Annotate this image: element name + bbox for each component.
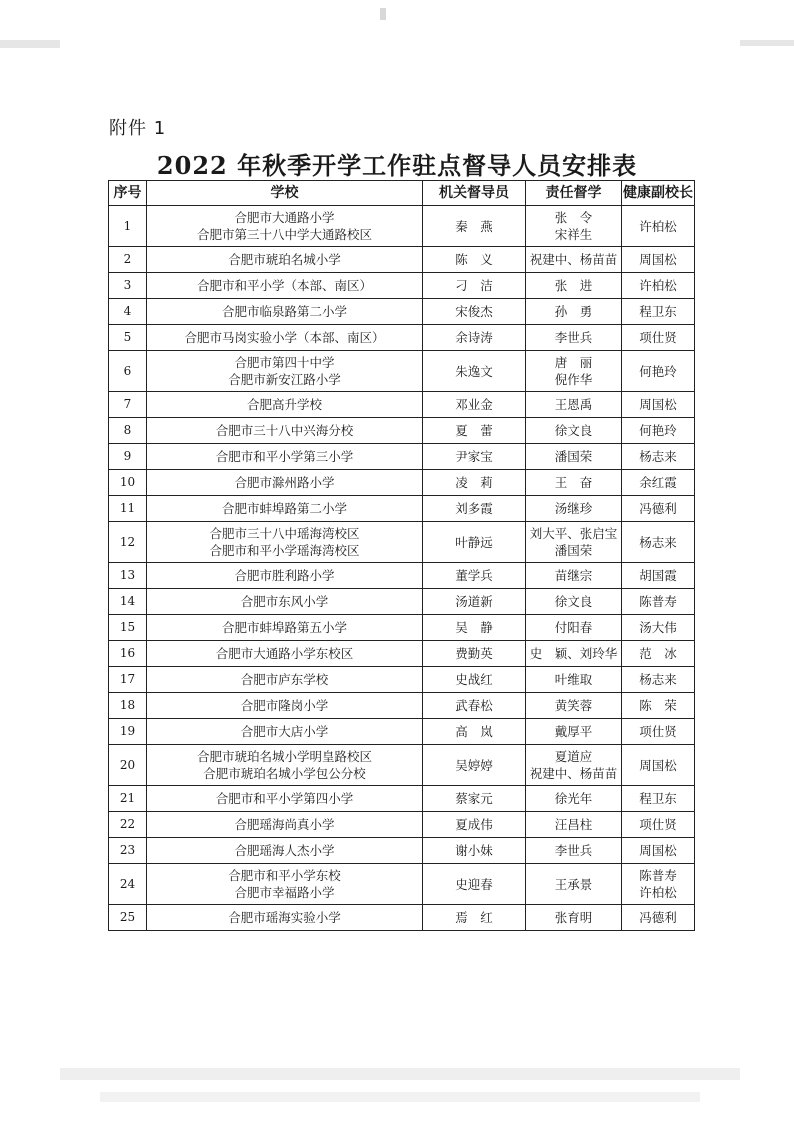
vice-principal-cell (622, 786, 695, 812)
attachment-label: 附件 1 (109, 118, 167, 139)
inspector-cell (423, 719, 526, 745)
supervisor-cell (526, 470, 622, 496)
vice-principal-line: 项仕贤 (639, 724, 677, 739)
vice-principal-line: 许柏松 (639, 218, 677, 234)
table-row (109, 496, 695, 522)
supervisor-cell (526, 325, 622, 351)
school-line: 合肥市大通路小学东校区 (215, 646, 354, 661)
table-row (109, 786, 695, 812)
vice-principal-line: 周国松 (639, 397, 677, 412)
supervisor-line: 苗继宗 (554, 568, 593, 583)
inspector-cell (423, 206, 526, 247)
table-row (109, 641, 695, 667)
vice-principal-line: 冯德利 (639, 501, 677, 516)
seq-cell: 1 (109, 206, 147, 247)
school-cell (147, 864, 423, 905)
school-line: 合肥市琥珀名城小学 (228, 252, 341, 267)
vice-principal-line: 项仕贤 (639, 817, 677, 832)
school-line: 合肥市第三十八中学大通路校区 (196, 227, 372, 242)
vice-principal-cell (622, 325, 695, 351)
inspector-cell (423, 563, 526, 589)
school-cell (147, 392, 423, 418)
supervisor-cell (526, 563, 622, 589)
supervisor-cell (526, 206, 622, 247)
vice-principal-cell (622, 812, 695, 838)
inspector-cell (423, 351, 526, 392)
school-line: 合肥市和平小学第四小学 (215, 791, 354, 806)
school-line: 合肥市东风小学 (240, 594, 329, 609)
inspector-cell (423, 786, 526, 812)
school-line: 合肥市和平小学第三小学 (215, 449, 354, 464)
inspector-cell (423, 812, 526, 838)
table-row (109, 864, 695, 905)
inspector-line: 吴婷婷 (455, 757, 493, 773)
table-row (109, 299, 695, 325)
inspector-line: 宋俊杰 (455, 304, 493, 319)
table-row (109, 273, 695, 299)
supervisor-line: 叶维取 (554, 672, 593, 687)
supervisor-line: 李世兵 (554, 330, 593, 345)
vice-principal-cell (622, 247, 695, 273)
school-cell (147, 838, 423, 864)
school-line: 合肥高升学校 (246, 397, 322, 412)
supervisor-line: 夏道应 (554, 749, 593, 764)
header-vice-principal: 健康副校长 (622, 181, 695, 206)
table-row (109, 563, 695, 589)
inspector-cell (423, 864, 526, 905)
vice-principal-cell (622, 615, 695, 641)
table-row (109, 470, 695, 496)
supervisor-line: 倪作华 (554, 372, 593, 387)
inspector-line: 高 岚 (455, 724, 493, 739)
inspector-line: 史战红 (455, 672, 493, 687)
inspector-line: 朱逸文 (455, 363, 493, 379)
seq-cell: 18 (109, 693, 147, 719)
seq-cell: 15 (109, 615, 147, 641)
supervisor-line: 史 颖、刘玲华 (529, 646, 618, 661)
supervisor-cell (526, 864, 622, 905)
vice-principal-cell (622, 299, 695, 325)
supervisor-cell (526, 615, 622, 641)
supervisor-cell (526, 392, 622, 418)
supervisor-line: 徐文良 (554, 423, 593, 438)
school-line: 合肥市三十八中瑶海湾校区 (209, 526, 360, 541)
inspector-line: 吴 静 (455, 620, 493, 635)
seq-cell: 25 (109, 905, 147, 931)
supervisor-cell (526, 812, 622, 838)
supervisor-line: 张 进 (554, 278, 593, 293)
school-cell (147, 719, 423, 745)
supervisor-cell (526, 273, 622, 299)
inspector-cell (423, 470, 526, 496)
seq-cell: 17 (109, 667, 147, 693)
inspector-cell (423, 522, 526, 563)
school-line: 合肥市和平小学东校 (228, 868, 341, 883)
school-cell (147, 247, 423, 273)
school-line: 合肥市琥珀名城小学包公分校 (203, 766, 366, 781)
school-cell (147, 641, 423, 667)
table-row (109, 905, 695, 931)
inspector-cell (423, 838, 526, 864)
supervisor-cell (526, 418, 622, 444)
inspector-cell (423, 392, 526, 418)
supervisor-line: 刘大平、张启宝 (529, 526, 618, 541)
header-inspector: 机关督导员 (423, 181, 526, 206)
school-line: 合肥市新安江路小学 (228, 372, 341, 387)
vice-principal-line: 程卫东 (639, 304, 677, 319)
seq-cell: 5 (109, 325, 147, 351)
supervisor-line: 张育明 (554, 910, 593, 925)
vice-principal-cell (622, 206, 695, 247)
vice-principal-cell (622, 522, 695, 563)
supervisor-cell (526, 351, 622, 392)
table-row (109, 693, 695, 719)
inspector-line: 尹家宝 (455, 449, 493, 464)
table-row (109, 325, 695, 351)
vice-principal-cell (622, 444, 695, 470)
seq-cell: 13 (109, 563, 147, 589)
supervisor-cell (526, 589, 622, 615)
school-line: 合肥市蚌埠路第二小学 (221, 501, 347, 516)
vice-principal-line: 范 冰 (639, 646, 677, 661)
seq-cell: 22 (109, 812, 147, 838)
inspector-line: 叶静远 (455, 534, 493, 550)
vice-principal-cell (622, 496, 695, 522)
seq-cell: 2 (109, 247, 147, 273)
vice-principal-cell (622, 838, 695, 864)
supervisor-cell (526, 667, 622, 693)
inspector-cell (423, 273, 526, 299)
school-cell (147, 812, 423, 838)
header-supervisor: 责任督学 (526, 181, 622, 206)
inspector-line: 汤道新 (455, 594, 493, 609)
inspector-line: 邓业金 (455, 397, 493, 412)
supervisor-cell (526, 786, 622, 812)
inspector-cell (423, 667, 526, 693)
inspector-line: 武春松 (455, 698, 493, 713)
inspector-line: 夏 蕾 (455, 423, 493, 438)
supervisor-line: 唐 丽 (554, 355, 593, 370)
supervisor-line: 戴厚平 (554, 724, 593, 739)
table-row (109, 615, 695, 641)
inspector-line: 史迎春 (455, 876, 493, 892)
table-row (109, 589, 695, 615)
inspector-cell (423, 299, 526, 325)
inspector-cell (423, 325, 526, 351)
inspector-line: 余诗涛 (455, 330, 493, 345)
supervisor-line: 汤继珍 (554, 501, 593, 516)
inspector-cell (423, 247, 526, 273)
inspector-cell (423, 693, 526, 719)
inspector-line: 董学兵 (455, 568, 493, 583)
supervisor-line: 汪昌柱 (554, 817, 593, 832)
table-row (109, 444, 695, 470)
vice-principal-cell (622, 589, 695, 615)
supervisor-cell (526, 522, 622, 563)
table-row (109, 522, 695, 563)
vice-principal-line: 陈 荣 (639, 698, 677, 713)
school-line: 合肥市第四十中学 (234, 355, 335, 370)
school-line: 合肥市庐东学校 (240, 672, 329, 687)
seq-cell: 23 (109, 838, 147, 864)
table-row (109, 719, 695, 745)
school-line: 合肥瑶海人杰小学 (234, 843, 335, 858)
supervisor-cell (526, 719, 622, 745)
school-cell (147, 418, 423, 444)
vice-principal-line: 余红霞 (639, 475, 677, 490)
table-row (109, 247, 695, 273)
inspector-cell (423, 496, 526, 522)
supervisor-cell (526, 299, 622, 325)
seq-cell: 4 (109, 299, 147, 325)
supervisor-line: 王承景 (554, 876, 593, 892)
supervisor-line: 王恩禹 (554, 397, 593, 412)
supervisor-cell (526, 745, 622, 786)
vice-principal-cell (622, 351, 695, 392)
vice-principal-line: 杨志来 (639, 449, 677, 464)
inspector-cell (423, 444, 526, 470)
school-cell (147, 206, 423, 247)
school-cell (147, 667, 423, 693)
school-line: 合肥市琥珀名城小学明皇路校区 (196, 749, 372, 764)
table-row (109, 812, 695, 838)
inspector-line: 凌 莉 (455, 475, 493, 490)
table-body (109, 206, 695, 931)
school-cell (147, 351, 423, 392)
vice-principal-cell (622, 392, 695, 418)
vice-principal-cell (622, 905, 695, 931)
inspector-cell (423, 615, 526, 641)
vice-principal-cell (622, 273, 695, 299)
supervisor-line: 祝建中、杨苗苗 (529, 252, 618, 267)
school-line: 合肥市瑶海实验小学 (228, 910, 341, 925)
school-line: 合肥瑶海尚真小学 (234, 817, 335, 832)
school-cell (147, 444, 423, 470)
school-line: 合肥市胜利路小学 (234, 568, 335, 583)
school-line: 合肥市临泉路第二小学 (221, 304, 347, 319)
supervisor-cell (526, 641, 622, 667)
vice-principal-line: 周国松 (639, 252, 677, 267)
supervisor-line: 宋祥生 (554, 227, 593, 242)
vice-principal-cell (622, 667, 695, 693)
supervisor-cell (526, 444, 622, 470)
school-cell (147, 470, 423, 496)
school-line: 合肥市幸福路小学 (234, 885, 335, 900)
school-line: 合肥市三十八中兴海分校 (215, 423, 354, 438)
supervisor-line: 孙 勇 (554, 304, 593, 319)
supervisor-cell (526, 247, 622, 273)
seq-cell: 11 (109, 496, 147, 522)
table-row (109, 351, 695, 392)
school-cell (147, 299, 423, 325)
vice-principal-line: 许柏松 (639, 278, 677, 293)
header-seq: 序号 (109, 181, 147, 206)
vice-principal-cell (622, 470, 695, 496)
inspector-line: 费勤英 (455, 646, 493, 661)
inspector-cell (423, 589, 526, 615)
school-cell (147, 693, 423, 719)
inspector-line: 焉 红 (455, 910, 493, 925)
inspector-cell (423, 745, 526, 786)
table-row (109, 418, 695, 444)
table-header-row (109, 181, 695, 206)
seq-cell: 7 (109, 392, 147, 418)
supervisor-line: 李世兵 (554, 843, 593, 858)
inspector-line: 秦 燕 (455, 218, 493, 234)
seq-cell: 19 (109, 719, 147, 745)
vice-principal-cell (622, 418, 695, 444)
vice-principal-line: 冯德利 (639, 910, 677, 925)
school-cell (147, 745, 423, 786)
supervisor-line: 潘国荣 (554, 449, 593, 464)
vice-principal-cell (622, 719, 695, 745)
inspector-cell (423, 641, 526, 667)
vice-principal-line: 项仕贤 (639, 330, 677, 345)
school-cell (147, 563, 423, 589)
table-row (109, 838, 695, 864)
supervisor-line: 付阳春 (554, 620, 593, 635)
vice-principal-cell (622, 641, 695, 667)
school-cell (147, 615, 423, 641)
supervisor-cell (526, 496, 622, 522)
inspector-cell (423, 905, 526, 931)
vice-principal-cell (622, 693, 695, 719)
school-line: 合肥市和平小学（本部、南区） (196, 278, 372, 293)
vice-principal-line: 周国松 (639, 757, 677, 773)
supervisor-cell (526, 905, 622, 931)
seq-cell: 14 (109, 589, 147, 615)
table-row (109, 745, 695, 786)
vice-principal-line: 程卫东 (639, 791, 677, 806)
seq-cell: 24 (109, 864, 147, 905)
school-cell (147, 522, 423, 563)
vice-principal-line: 周国松 (639, 843, 677, 858)
supervisor-line: 祝建中、杨苗苗 (529, 766, 618, 781)
table-row (109, 392, 695, 418)
vice-principal-line: 胡国霞 (639, 568, 677, 583)
school-cell (147, 786, 423, 812)
school-line: 合肥市大店小学 (240, 724, 329, 739)
inspector-line: 蔡家元 (455, 791, 493, 806)
table-row (109, 206, 695, 247)
vice-principal-line: 陈普寿 (639, 868, 677, 883)
seq-cell: 9 (109, 444, 147, 470)
school-line: 合肥市和平小学瑶海湾校区 (209, 543, 360, 558)
school-line: 合肥市蚌埠路第五小学 (221, 620, 347, 635)
supervisor-line: 潘国荣 (554, 543, 593, 558)
school-line: 合肥市隆岗小学 (240, 698, 329, 713)
vice-principal-cell (622, 864, 695, 905)
seq-cell: 21 (109, 786, 147, 812)
supervisor-line: 徐文良 (554, 594, 593, 609)
school-cell (147, 905, 423, 931)
inspector-line: 夏成伟 (455, 817, 493, 832)
supervisor-line: 黄笑蓉 (554, 698, 593, 713)
supervisor-line: 张 令 (554, 210, 593, 225)
school-cell (147, 273, 423, 299)
vice-principal-line: 杨志来 (639, 534, 677, 550)
seq-cell: 20 (109, 745, 147, 786)
school-cell (147, 325, 423, 351)
school-line: 合肥市马岗实验小学（本部、南区） (184, 330, 385, 345)
vice-principal-cell (622, 563, 695, 589)
seq-cell: 6 (109, 351, 147, 392)
inspector-line: 刘多霞 (455, 501, 493, 516)
supervision-schedule-table (108, 180, 695, 931)
inspector-line: 谢小妹 (455, 843, 493, 858)
school-cell (147, 589, 423, 615)
inspector-line: 刁 洁 (455, 278, 493, 293)
vice-principal-line: 陈普寿 (639, 594, 677, 609)
page-title: 2022 年秋季开学工作驻点督导人员安排表 (156, 151, 638, 180)
vice-principal-line: 杨志来 (639, 672, 677, 687)
seq-cell: 12 (109, 522, 147, 563)
supervisor-cell (526, 693, 622, 719)
vice-principal-line: 何艳玲 (639, 423, 677, 438)
vice-principal-cell (622, 745, 695, 786)
supervisor-line: 王 奋 (554, 475, 593, 490)
supervisor-line: 徐光年 (554, 791, 593, 806)
school-line: 合肥市大通路小学 (234, 210, 335, 225)
vice-principal-line: 汤大伟 (639, 620, 677, 635)
inspector-cell (423, 418, 526, 444)
seq-cell: 3 (109, 273, 147, 299)
vice-principal-line: 何艳玲 (639, 363, 677, 379)
seq-cell: 10 (109, 470, 147, 496)
seq-cell: 16 (109, 641, 147, 667)
school-cell (147, 496, 423, 522)
header-school: 学校 (147, 181, 423, 206)
seq-cell: 8 (109, 418, 147, 444)
vice-principal-line: 许柏松 (639, 885, 677, 900)
inspector-line: 陈 义 (455, 252, 493, 267)
school-line: 合肥市滁州路小学 (234, 475, 335, 490)
supervisor-cell (526, 838, 622, 864)
table-row (109, 667, 695, 693)
